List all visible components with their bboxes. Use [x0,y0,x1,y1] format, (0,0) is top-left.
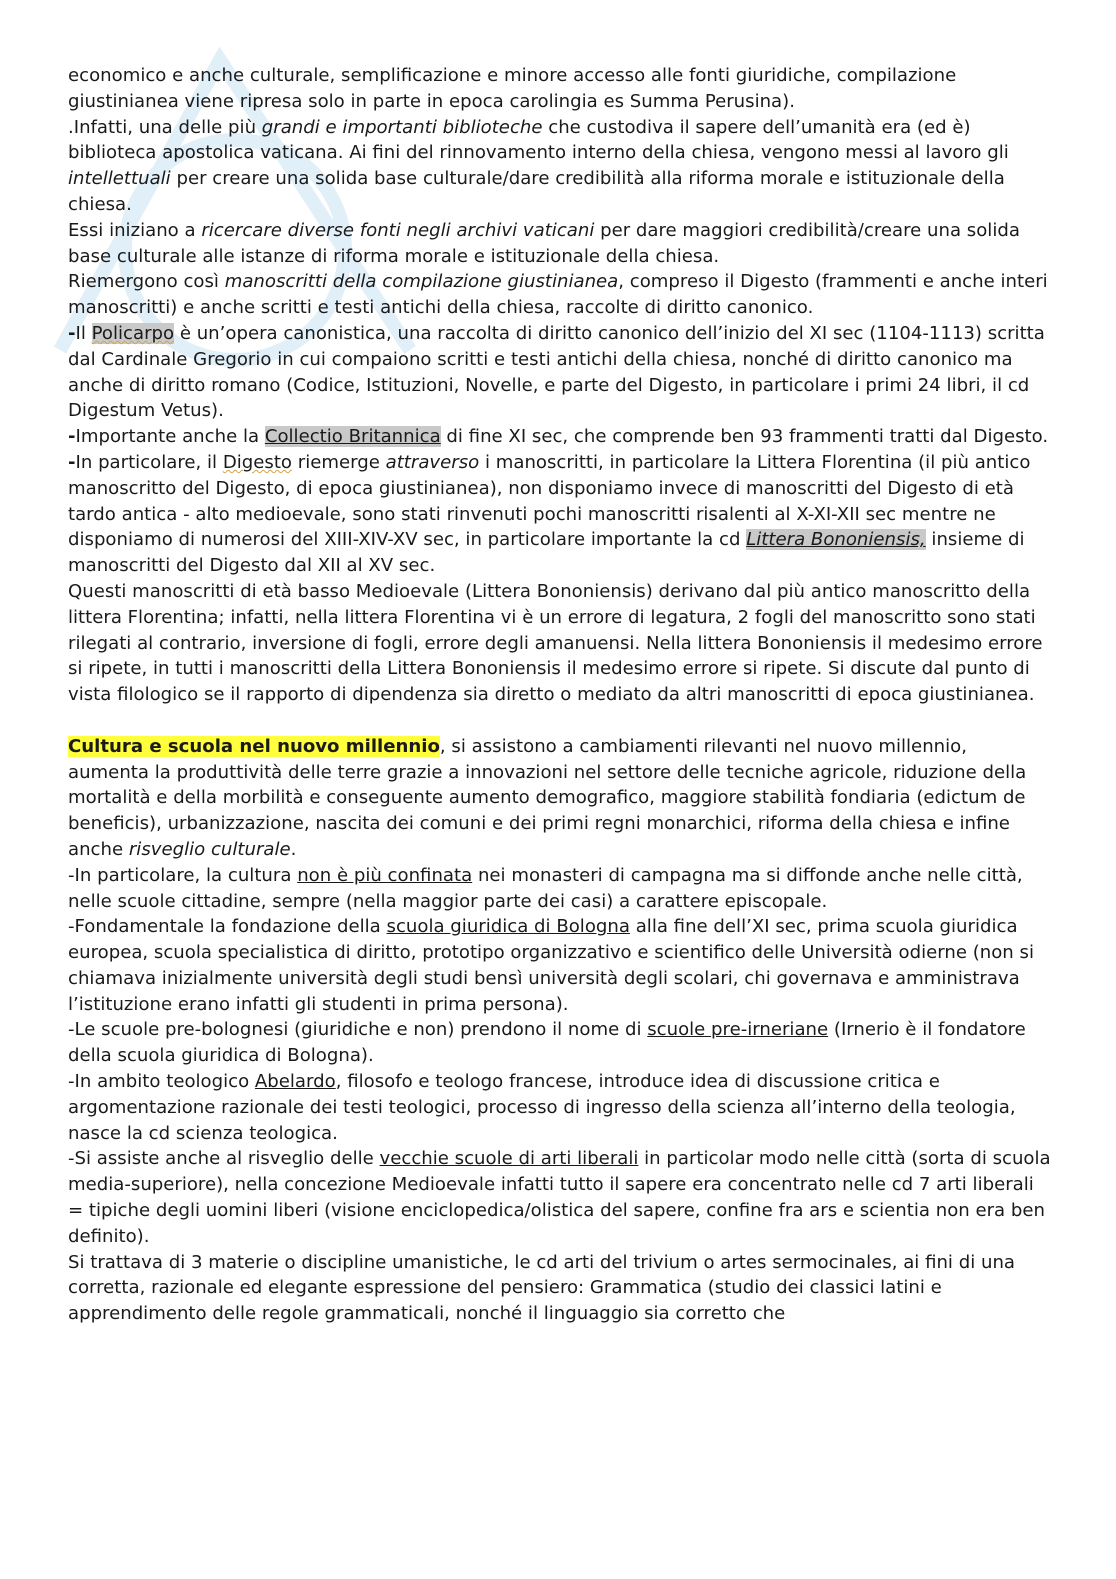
paragraph-digesto: -In particolare, il Digesto riemerge attraverso i manoscritti, in particolare la Littera Florentina (il più antico manoscritto del Digesto, di epoca giustinianea), non disponiamo invece di manoscritti del Digesto di età tardo antica - alto medioevale, sono stati rinvenuti pochi manoscritti risalenti al X-XI-XII sec mentre ne disponiamo di numerosi del XIII-XIV-XV sec, in particolare importante la cd Littera Bononiensis, insieme di manoscritti del Digesto dal XII al XV sec. [68,451,1031,577]
paragraph-1: economico e anche culturale, semplificazione e minore accesso alle fonti giuridiche, compilazione giustinianea viene ripresa solo in parte in epoca carolingia es Summa Perusina). [68,65,957,112]
document-page [68,63,1053,1327]
paragraph-12: -Le scuole pre-bolognesi (giuridiche e non) prendono il nome di scuole pre-irneriane (Irnerio è il fondatore della scuola giuridica di Bologna). [68,1019,1026,1067]
paragraph-2: .Infatti, una delle più grandi e importanti biblioteche che custodiva il sapere dell’umanità era (ed è) biblioteca apostolica vaticana. Ai fini del rinnovamento interno della chiesa, vengono messi al lavoro gli intellettuali per creare una solida base culturale/dare credibilità alla riforma morale e istituzionale della chiesa. [68,116,1009,215]
paragraph-10: -In particolare, la cultura non è più confinata nei monasteri di campagna ma si diffonde anche nelle città, nelle scuole cittadine, sempre (nella maggior parte dei casi) a carattere episcopale. [68,864,1023,912]
section-heading: Cultura e scuola nel nuovo millennio [68,735,440,757]
paragraph-15: Si trattava di 3 materie o discipline umanistiche, le cd arti del trivium o artes sermocinales, ai fini di una corretta, razionale ed elegante espressione del pensiero: Grammatica (studio dei classici latini e apprendimento delle regole grammaticali, nonché il linguaggio sia corretto che [68,1251,1015,1325]
paragraph-14: -Si assiste anche al risveglio delle vecchie scuole di arti liberali in particolar modo nelle città (sorta di scuola media-superiore), nella concezione Medioevale infatti tutto il sapere era concentrato nelle cd 7 arti liberali = tipiche degli uomini liberi (visione enciclopedica/olistica del sapere, confine fra ars e scientia non era ben definito). [68,1148,1051,1247]
paragraph-gap [68,708,1053,734]
paragraph-13: -In ambito teologico Abelardo, filosofo e teologo francese, introduce idea di discussione critica e argomentazione razionale dei testi teologici, processo di ingresso della scienza all’interno della teologia, nasce la cd scienza teologica. [68,1071,1016,1144]
paragraph-policarpo: -Il Policarpo è un’opera canonistica, una raccolta di diritto canonico dell’inizio del XI sec (1104-1113) scritta dal Cardinale Gregorio in cui compaiono scritti e testi antichi della chiesa, nonché di diritto canonico ma anche di diritto romano (Codice, Istituzioni, Novelle, e parte del Digesto, in particolare i primi 24 libri, il cd Digestum Vetus). [68,322,1045,422]
paragraph-collectio: -Importante anche la Collectio Britannica di fine XI sec, che comprende ben 93 frammenti tratti dal Digesto. [68,426,1049,448]
paragraph-cultura: Cultura e scuola nel nuovo millennio, si assistono a cambiamenti rilevanti nel nuovo millennio, aumenta la produttività delle terre grazie a innovazioni nel settore delle tecniche agricole, riduzione della mortalità e della morbilità e conseguente aumento demografico, maggiore stabilità fondiaria (edictum de beneficis), urbanizzazione, nascita dei comuni e dei primi regni monarchici, riforma della chiesa e infine anche risveglio culturale. [68,735,1027,860]
paragraph-8: Questi manoscritti di età basso Medioevale (Littera Bononiensis) derivano dal più antico manoscritto della littera Florentina; infatti, nella littera Florentina vi è un errore di legatura, 2 fogli del manoscritto sono stati rilegati al contrario, inversione di fogli, errore degli amanuensi. Nella littera Bononiensis il medesimo errore si ripete, in tutti i manoscritti della Littera Bononiensis il medesimo errore si ripete. Si discute dal punto di vista filologico se il rapporto di dipendenza sia diretto o mediato da altri manoscritti di epoca giustinianea. [68,580,1043,706]
paragraph-4: Riemergono così manoscritti della compilazione giustinianea, compreso il Digesto (frammenti e anche interi manoscritti) e anche scritti e testi antichi della chiesa, raccolte di diritto canonico. [68,271,1048,319]
paragraph-3: Essi iniziano a ricercare diverse fonti negli archivi vaticani per dare maggiori credibilità/creare una solida base culturale alle istanze di riforma morale e istituzionale della chiesa. [68,219,1020,267]
paragraph-11: -Fondamentale la fondazione della scuola giuridica di Bologna alla fine dell’XI sec, prima scuola giuridica europea, scuola specialistica di diritto, prototipo organizzativo e scientifico delle Università odierne (non si chiamava inizialmente università degli studi bensì università degli scolari, chi governava e amministrava l’istituzione erano infatti gli studenti in prima persona). [68,916,1034,1015]
digesto-term: Digesto [222,451,292,473]
littera-bononiensis-term: Littera Bononiensis, [746,529,926,551]
policarpo-term: Policarpo [91,322,175,344]
collectio-britannica-term: Collectio Britannica [264,426,441,448]
